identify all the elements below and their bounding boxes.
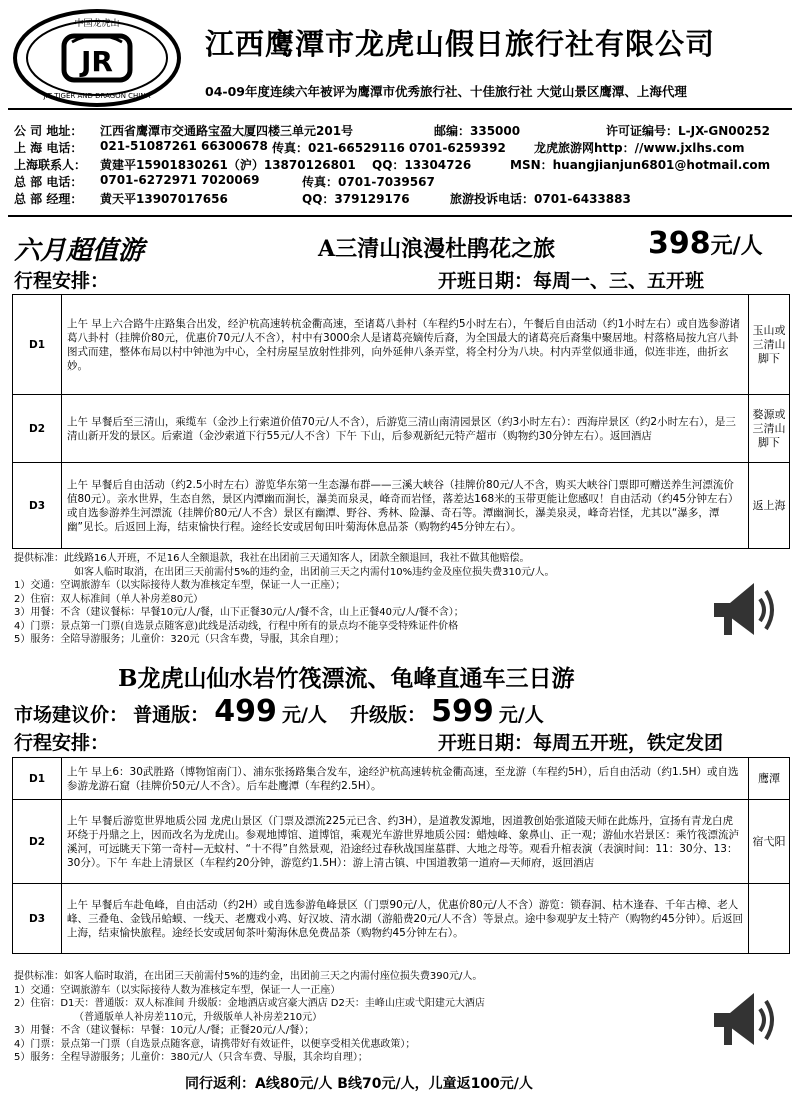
day-description: 上午 早餐后游览世界地质公园 龙虎山景区（门票及漂流225元已含、约3H），是道教发源地，因道教创始张道陵天师在此炼丹，宣扬有青龙白虎环绕于丹鼎之上，因而改名为龙虎山。参观地博馆、道博馆，乘观光车游世界地质公园：蜡烛峰、象鼻山、正一观；游仙水岩景区：乘竹筏漂流泸溪河，可远眺天下第一奇村—无蚊村、“十不得”自然景观，沿途经过春秋战国崖墓群、大地之母等。观看升棺表演（表演时间：11：30分、13：30分）。下午 车赴上清景区（车程约20分钟，游览约1.5H）：游上清古镇、中国道教第一道府—天师府，返回酒店 <box>62 800 749 884</box>
note-line: 2）住宿：双人标准间（单人补房差80元） <box>14 593 204 605</box>
itinerary-row <box>13 395 790 463</box>
route-b-itinerary <box>12 757 790 954</box>
upgrade-version-label: 升级版： <box>349 704 426 726</box>
schedule-label: 行程安排： <box>14 732 110 754</box>
contact-value: 许可证编号：L-JX-GN00252 <box>606 124 770 138</box>
price-unit: 元/人 <box>281 704 327 726</box>
note-line: 1）交通：空调旅游车（以实际接待人数为准核定车型，保证一人一正座）； <box>14 580 346 591</box>
megaphone-icon <box>708 565 778 655</box>
contact-value: 黄建平15901830261（沪）13870126801 <box>100 158 356 172</box>
day-label: D3 <box>13 884 62 954</box>
route-a-price <box>648 226 763 261</box>
note-line: 提供标准：此线路16人开班，不足16人全额退款，我社在出团前三天通知客人，团款全额退回，我社不做其他赔偿。 <box>14 553 530 564</box>
price-unit: 元/人 <box>498 704 544 726</box>
company-name: 江西鹰潭市龙虎山假日旅行社有限公司 <box>205 27 716 61</box>
itinerary-row <box>13 884 790 954</box>
note-line: 5）服务：全陪导游服务；儿童价：320元（只含车费，导服，其余自理）； <box>14 634 345 645</box>
day-description: 上午 早餐后自由活动（约2.5小时左右）游览华东第一生态瀑布群——三溪大峡谷（挂牌价80元/人不含，购买大峡谷门票即可赠送养生河漂流价值80元）。亲水世界，生态自然，景区内潭幽而涧长，瀑美而泉灵，峰奇而岩怪，落差达168米的玉带更能让您感叹！自由活动（约45分钟左右）或自选参游养生河漂流（挂牌价80元/人不含）景区有幽潭、野谷、秀林、险瀑、奇石等。潭幽涧长，瀑美泉灵，峰奇岩怪，尤其以“瀑多，潭幽”见长。后返回上海，结束愉快行程。途经长安或居甸田叶菊海休息品茶（购物约45分钟左右）。 <box>62 463 749 549</box>
day-label: D2 <box>13 395 62 463</box>
logo-top-text: 中国龙虎山 <box>74 19 120 29</box>
logo-bottom-text: JIT TIGER AND DRAGON CHINA <box>43 92 151 100</box>
contact-divider <box>8 215 792 217</box>
day-lodging: 玉山或三清山脚下 <box>749 295 790 395</box>
market-price-label: 市场建议价： <box>14 704 129 726</box>
upgrade-price-value: 599 <box>431 694 494 729</box>
day-description: 上午 早餐后至三清山，乘缆车（金沙上行索道价值70元/人不含），后游览三清山南清园景区（约3小时左右）：西海岸景区（约2小时左右），是三清山新开发的景区。后索道（金沙索道下行55元/人不含）下午 下山，后参观新纪元特产超市（购物约30分钟左右）。返回酒店 <box>62 395 749 463</box>
company-logo <box>12 8 182 108</box>
note-line: 4）门票：景点第一门票(自选景点随客意)此线是活动线，行程中所有的景点均不能享受特殊证件价格 <box>14 620 459 632</box>
day-lodging: 婺源或三清山脚下 <box>749 395 790 463</box>
note-line: 2）住宿：D1天：普通版：双人标准间 升级版：金地酒店或宫豪大酒店 D2天：圭峰山庄或弋阳建元大酒店 <box>14 998 485 1009</box>
company-tagline: 04-09年度连续六年被评为鹰潭市优秀旅行社、十佳旅行社 大觉山景区鹰潭、上海代理 <box>205 84 687 99</box>
contact-value: 邮编：335000 <box>434 124 521 138</box>
contact-value: 传真：021-66529116 0701-6259392 <box>272 141 506 155</box>
normal-price-value: 499 <box>214 694 277 729</box>
contact-label: 总 部 电话： <box>14 175 83 189</box>
route-b-prices <box>14 694 544 729</box>
route-a-price-value: 398 <box>648 226 711 261</box>
itinerary-row <box>13 463 790 549</box>
normal-version-label: 普通版： <box>133 704 210 726</box>
route-a-itinerary <box>12 294 790 549</box>
contact-value: 黄天平13907017656 <box>100 192 228 206</box>
day-lodging: 鹰潭 <box>749 758 790 800</box>
contact-value: 江西省鹰潭市交通路宝盈大厦四楼三单元201号 <box>100 124 354 138</box>
contact-label: 公 司 地址： <box>14 124 83 138</box>
day-label: D2 <box>13 800 62 884</box>
route-b-title: B龙虎山仙水岩竹筏漂流、龟峰直通车三日游 <box>118 665 575 692</box>
day-lodging: 返上海 <box>749 463 790 549</box>
contact-label: 上海联系人： <box>14 158 87 172</box>
note-line: 如客人临时取消，在出团三天前需付5%的违约金，出团前三天之内需付10%违约金及座位损失费310元/人。 <box>74 566 555 578</box>
contact-website[interactable]: 龙虎旅游网http：//www.jxlhs.com <box>534 141 745 155</box>
contact-value: 0701-6272971 7020069 <box>100 173 260 187</box>
megaphone-icon <box>708 975 778 1065</box>
note-line: 3）用餐：不含（建议餐标：早餐：10元/人/餐；正餐20元/人/餐）； <box>14 1025 315 1036</box>
route-a-notes <box>14 552 555 647</box>
route-b-notes <box>14 970 485 1065</box>
note-line: （普通版单人补房差110元，升级版单人补房差210元） <box>74 1011 323 1023</box>
day-description: 上午 早餐后车赴龟峰，自由活动（约2H）或自选参游龟峰景区（门票90元/人，优惠价80元/人不含）游览：锁春洞、枯木逢春、千年古樟、老人峰、三叠龟、金钱吊蛤蟆、一线天、老鹰戏小鸡、好汉坡、清水湖（游船费20元/人不含）等景点。途中参观驴友土特产（购物约45分钟）。后返回上海，结束愉快旅程。途经长安或居甸茶叶菊海休息免费品茶（购物约45分钟左右）。 <box>62 884 749 954</box>
day-label: D1 <box>13 295 62 395</box>
contact-label: 总 部 经理： <box>14 192 83 206</box>
schedule-label: 行程安排： <box>14 270 110 292</box>
contact-value: 021-51087261 66300678 <box>100 139 268 153</box>
day-lodging <box>749 884 790 954</box>
contact-label: 上 海 电话： <box>14 141 83 155</box>
note-line: 3）用餐：不含（建议餐标：早餐10元/人/餐，山下正餐30元/人/餐不含，山上正餐40元/人/餐不含）； <box>14 607 464 618</box>
note-line: 5）服务：全程导游服务；儿童价：380元/人（只含车费、导服，其余均自理）； <box>14 1052 368 1063</box>
route-a-title: A三清山浪漫杜鹃花之旅 <box>318 236 556 262</box>
route-b-departure: 开班日期：每周五开班，铁定发团 <box>438 732 724 754</box>
day-description: 上午 早上6：30武胜路（博物馆南门）、浦东张扬路集合发车，途经沪杭高速转杭金衢高速，至龙游（车程约5H），后自由活动（约1.5H）或自选参游龙游石窟（挂牌价50元/人不含）。后车赴鹰潭（车程约2.5H）。 <box>62 758 749 800</box>
day-label: D3 <box>13 463 62 549</box>
promo-title: 六月超值游 <box>14 236 145 266</box>
contact-email[interactable]: MSN：huangjianjun6801@hotmail.com <box>510 158 771 172</box>
itinerary-row <box>13 800 790 884</box>
contact-value: QQ：379129176 <box>302 192 410 206</box>
itinerary-row <box>13 758 790 800</box>
logo-mark: JR <box>81 45 113 78</box>
route-a-departure: 开班日期：每周一、三、五开班 <box>438 270 705 292</box>
contact-value: 传真：0701-7039567 <box>302 175 435 189</box>
header-divider <box>8 108 792 110</box>
contact-value: 旅游投诉电话：0701-6433883 <box>450 192 631 206</box>
day-description: 上午 早上六合路牛庄路集合出发，经沪杭高速转杭金衢高速，至诸葛八卦村（车程约5小时左右），午餐后自由活动（约1小时左右）或自选参游诸葛八卦村（挂牌价80元，优惠价70元/人不含），村中有3000余人是诸葛亮嫡传后裔，为全国最大的诸葛亮后裔集中聚居地。村落格局按九宫八卦图式而建，整体布局以村中钟池为中心，全村房屋呈放射性排列，向外延伸八条弄堂，将全村分为八块。村内弄堂似通非通，似连非连，曲折玄妙。 <box>62 295 749 395</box>
contact-value: QQ：13304726 <box>372 158 472 172</box>
agent-rebate: 同行返利：A线80元/人 B线70元/人，儿童返100元/人 <box>185 1076 533 1092</box>
note-line: 1）交通：空调旅游车（以实际接待人数为准核定车型，保证一人一正座） <box>14 984 341 996</box>
note-line: 提供标准：如客人临时取消，在出团三天前需付5%的违约金，出团前三天之内需付座位损失费390元/人。 <box>14 971 483 982</box>
price-unit: 元/人 <box>710 234 763 259</box>
itinerary-row <box>13 295 790 395</box>
day-lodging: 宿弋阳 <box>749 800 790 884</box>
note-line: 4）门票：景点第一门票（自选景点随客意，请携带好有效证件，以便享受相关优惠政策）； <box>14 1038 416 1050</box>
day-label: D1 <box>13 758 62 800</box>
